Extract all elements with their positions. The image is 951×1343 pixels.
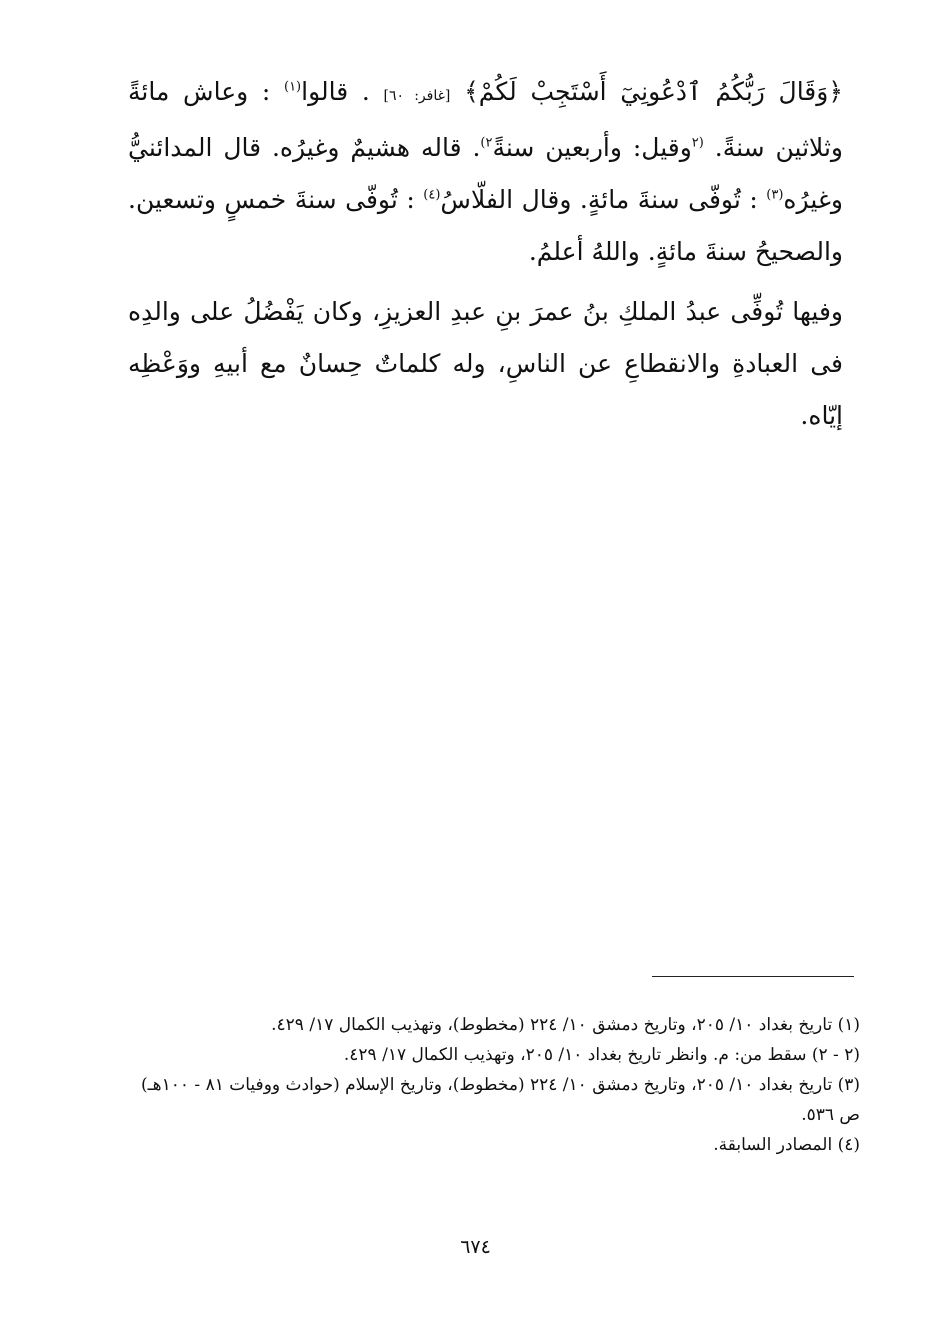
footnote-2: (٢ - ٢) سقط من: م. وانظر تاريخ بغداد ١٠/ ٢٠٥، وتهذيب الكمال ١٧/ ٤٢٩. [343,1045,860,1065]
paragraph-2: وفيها تُوفِّى عبدُ الملكِ بنُ عمرَ بنِ عبدِ العزيزِ، وكان يَفْضُلُ على والدِه فى العبادةِ والانقطاعِ عن الناسِ، وله كلماتٌ حِسانٌ مع أبيهِ ووَعْظِه إيّاه. [128,297,843,430]
text-segment: : وعاش مائةً وثلاثين سنةً. [128,77,843,162]
text-segment: . قالوا [301,77,370,106]
footnote-marker-4: (٤) [423,187,441,203]
footnote-1: (١) تاريخ بغداد ١٠/ ٢٠٥، وتاريخ دمشق ١٠/ ٢٢٤ (مخطوط)، وتهذيب الكمال ١٧/ ٤٢٩. [271,1015,860,1035]
main-text [128,66,843,442]
footnote-marker-2-end: ٢) [480,135,493,151]
text-segment: وقيل: وأربعين سنةً [492,133,692,162]
paragraph-1 [128,66,843,278]
footnote-marker-2-start: (٢ [691,135,704,151]
text-segment: : تُوفّى سنةَ خمسٍ وتسعين. والصحيحُ سنةَ مائةٍ. واللهُ أعلمُ. [128,185,843,266]
footnote-marker-3: (٣) [766,187,784,203]
footnote-separator [652,976,854,977]
quran-verse: ﴿وَقَالَ رَبُّكُمُ ٱدْعُونِيٓ أَسْتَجِبْ لَكُمْ﴾ [464,77,843,106]
page-number: ٦٧٤ [460,1236,491,1258]
text-segment: . قاله هشيمٌ وغيرُه. قال المدائنيُّ وغيرُه [128,133,844,214]
text-segment: : تُوفّى سنةَ مائةٍ. وقال الفلّاسُ [440,185,758,214]
footnotes [140,1010,860,1160]
footnote-3: (٣) تاريخ بغداد ١٠/ ٢٠٥، وتاريخ دمشق ١٠/ ٢٢٤ (مخطوط)، وتاريخ الإسلام (حوادث ووفيات ٨١ - ١٠٠هـ) ص ٥٣٦. [141,1075,860,1125]
footnote-4: (٤) المصادر السابقة. [713,1135,860,1155]
footnote-marker-1: (١) [283,79,302,95]
verse-reference: [غافر: ٦٠] [383,88,451,104]
